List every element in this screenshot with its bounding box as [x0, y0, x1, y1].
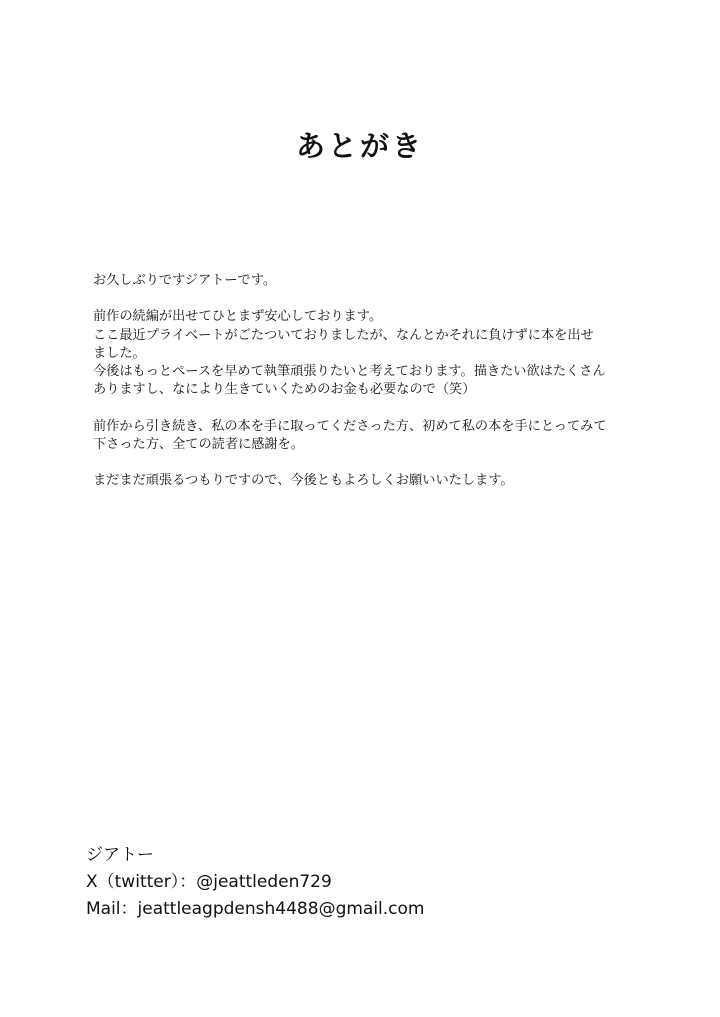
text-line: お久しぶりですジアトーです。 — [93, 273, 277, 288]
text-line: 前作の続編が出せてひとまず安心しております。 — [93, 309, 383, 325]
text-line: ました。 — [93, 345, 146, 361]
paragraph-closing — [93, 472, 653, 490]
text-line: 今後はもっとペースを早めて執筆頑張りたいと考えております。描きたい欲はたくさん — [93, 364, 606, 379]
paragraph-thanks — [93, 418, 653, 454]
text-line: 前作から引き続き、私の本を手に取ってくださった方、初めて私の本を手にとってみて — [93, 418, 607, 434]
twitter-handle: X（twitter）：@jeattleden729 — [86, 872, 332, 892]
mail-address: Mail：jeattleagpdensh4488@gmail.com — [86, 899, 425, 919]
page-title: あとがき — [295, 129, 424, 163]
paragraph-greeting — [93, 272, 653, 290]
author-contact — [86, 842, 425, 923]
text-line: 下さった方、全ての読者に感謝を。 — [93, 436, 304, 452]
text-line: まだまだ頑張るつもりですので、今後ともよろしくお願いいたします。 — [93, 473, 514, 489]
text-line: ここ最近プライベートがごたついておりましたが、なんとかそれに負けずに本を出せ — [93, 327, 594, 343]
afterword-body — [93, 272, 653, 490]
author-name: ジアトー — [86, 845, 154, 865]
paragraph-news — [93, 308, 653, 399]
text-line: ありますし、なにより生きていくためのお金も必要なので（笑） — [93, 382, 476, 398]
